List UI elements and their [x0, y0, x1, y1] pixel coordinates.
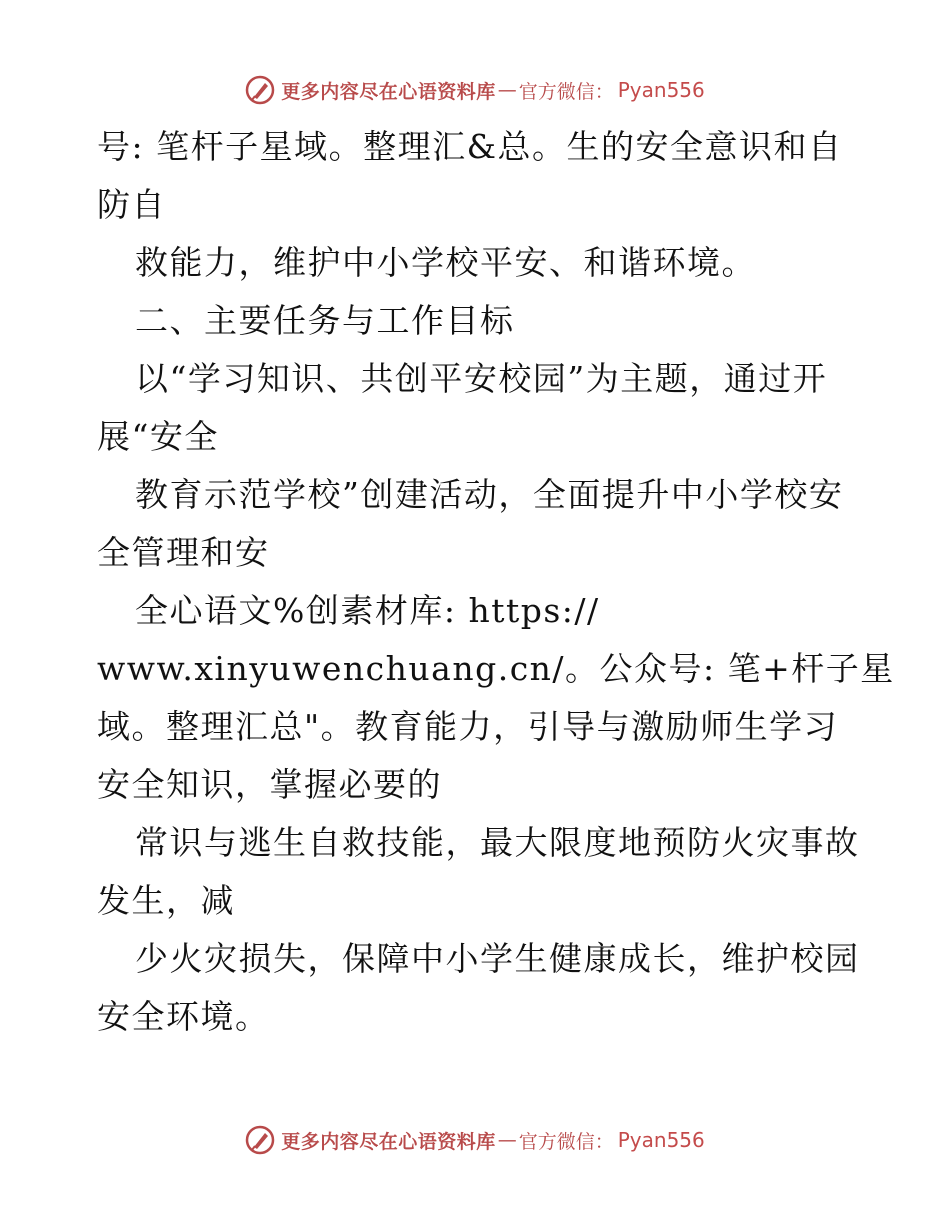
text-line: 发生，减 [97, 881, 235, 920]
banner-wechat-id: Pyan556 [617, 1128, 705, 1152]
banner-dash: — [497, 1129, 517, 1151]
text-line: 号: 笔杆子星域。整理汇&总。生的安全意识和自 [97, 127, 843, 166]
text-line: 常识与逃生自救技能，最大限度地预防火灾事故 [135, 823, 860, 862]
banner-dash: — [497, 79, 517, 101]
header-banner [0, 70, 950, 110]
text-line: 安全知识，掌握必要的 [97, 765, 442, 804]
text-line: 以“学习知识、共创平安校园”为主题，通过开 [135, 359, 828, 398]
document-body [97, 118, 895, 1046]
text-line: 安全环境。 [97, 997, 270, 1036]
text-line: 展“安全 [97, 417, 219, 456]
text-line: 全管理和安 [97, 533, 270, 572]
banner-promo-text: 更多内容尽在心语资料库 [281, 1130, 496, 1153]
text-line: 少火灾损失，保障中小学生健康成长，维护校园 [135, 939, 860, 978]
banner-wechat-label: 官方微信： [518, 80, 614, 103]
quill-pen-icon [245, 1125, 275, 1155]
banner-wechat-id: Pyan556 [617, 78, 705, 102]
text-line: 域。整理汇总"。教育能力，引导与激励师生学习 [97, 707, 839, 746]
footer-banner [0, 1120, 950, 1160]
text-line: 防自 [97, 185, 166, 224]
text-line: 教育示范学校”创建活动，全面提升中小学校安 [135, 475, 844, 514]
section-heading: 二、主要任务与工作目标 [135, 301, 515, 340]
text-line: 全心语文%创素材库: https:// [135, 591, 600, 630]
text-line: 救能力，维护中小学校平安、和谐环境。 [135, 243, 756, 282]
text-line: www.xinyuwenchuang.cn/。公众号: 笔+杆子星 [97, 649, 895, 688]
banner-promo-text: 更多内容尽在心语资料库 [281, 80, 496, 103]
quill-pen-icon [245, 75, 275, 105]
banner-wechat-label: 官方微信： [518, 1130, 614, 1153]
